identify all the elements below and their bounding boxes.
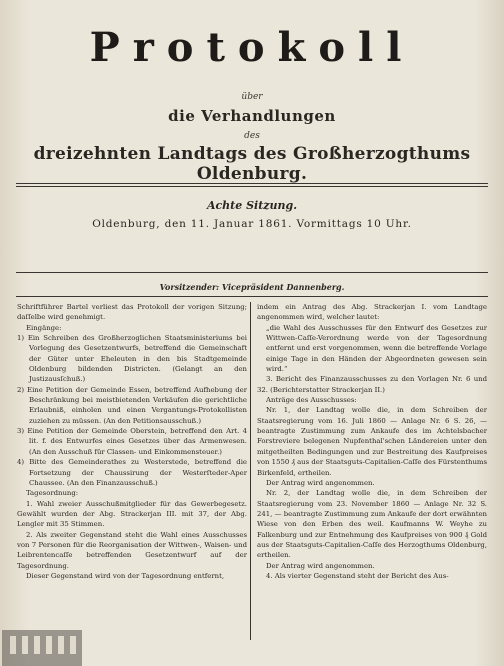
header-divider-top [16, 183, 488, 184]
library-stamp-image [2, 630, 82, 666]
paragraph-item-1: 1) Ein Schreiben des Großherzoglichen Staatsministeriums bei Vorlegung des Gesetzentwurfs, betreffend die Gemeinschaft der Güter unter Eheleuten in den bis Stadtgemeinde Oldenburg bildenden Districten. (Gelangt an den Justizausſchuß.) [17, 334, 247, 384]
protocol-title: Protokoll [89, 24, 415, 71]
paragraph-tagesordnung: Tagesordnung: [26, 489, 79, 498]
paragraph-agenda-1: 1. Wahl zweier Ausschußmitglieder für das Gewerbegesetz. Gewählt wurden der Abg. Strackerjan III. mit 37, der Abg. Lengler mit 35 Stimmen. [17, 499, 247, 529]
subtitle-des: des [244, 131, 260, 141]
subtitle-verhandlungen: die Verhandlungen [168, 107, 336, 125]
session-president: Vorsitzender: Vicepräsident Dannenberg. [159, 282, 345, 292]
session-heading: Achte Sitzung. [206, 199, 298, 212]
subtitle-ueber: über [241, 92, 263, 102]
paragraph-quote: „die Wahl des Ausschusses für den Entwurf des Gesetzes zur Wittwen-Caſſe-Verordnung werde von der Tagesordnung entfernt und erst vorgenommen, wenn die betreffende Vorlage einige Tage in den Händen der Abgeordneten gewesen sein wird.“ [266, 323, 487, 374]
president-divider-bottom [16, 296, 488, 297]
column-divider [250, 302, 251, 640]
paragraph-report-3: 3. Bericht des Finanzausschusses zu den Vorlagen Nr. 6 und 32. (Berichterstatter Strackerjan II.) [257, 375, 487, 394]
paragraph-item-2: 2) Eine Petition der Gemeinde Essen, betreffend Aufhebung der Beschränkung bei meistbietenden Verkäufen die gerichtliche Erlaubniß, einholen und einen Vergantungs-Protokollisten zuziehen zu müssen. (An den Petitionsausschuß.) [17, 385, 247, 425]
right-column [257, 302, 487, 647]
header-divider-bottom [16, 186, 488, 187]
paragraph-agenda-removed: Dieser Gegenstand wird von der Tagesordnung entfernt, [26, 571, 225, 580]
subtitle-landtag: dreizehnten Landtags des Großherzogthums Oldenburg. [33, 144, 471, 184]
paragraph-antraege: Anträge des Ausschusses: [266, 396, 357, 405]
paragraph-agenda-2: 2. Als zweiter Gegenstand steht die Wahl eines Ausschusses von 7 Personen für die Reorganisation der Wittwen-, Waisen- und Leibrentencaſſe betreffenden Gesetzentwurf auf der Tagesordnung. [17, 530, 247, 570]
paragraph-accepted-2: Der Antrag wird angenommen. [266, 561, 375, 570]
paragraph-item-3: 3) Eine Petition der Gemeinde Oberstein, betreffend den Art. 4 lit. f. des Entwurfes eines Gesetzes über das Armenwesen. (An den Ausschuß für Classen- und Einkommensteuer.) [17, 427, 247, 456]
paragraph-eingaenge: Eingänge: [26, 323, 62, 332]
paragraph-opening: Schriftführer Bartel verliest das Protokoll der vorigen Sitzung; daſſelbe wird genehmigt. [17, 303, 247, 322]
president-divider-top [16, 272, 488, 273]
left-column [17, 302, 247, 647]
paragraph-motion-2: Nr. 2, der Landtag wolle die, in dem Schreiben der Staatsregierung vom 23. November 1860 — Anlage Nr. 32 S. 241, — beantragte Zustimmung zum Ankaufe der dort erwähnten Wiese von den Erben des weil. Kaufmanns W. Weyhe zu Falkenburg und zur Entnehmung des Kaufpreises von 900 ₰ Gold aus der Staatsguts-Capitalien-Caſſe des Herzogthums Oldenburg, ertheilen. [257, 489, 487, 560]
paragraph-motion-1: Nr. 1, der Landtag wolle die, in dem Schreiben der Staatsregierung vom 16. Juli 1860 — Anlage Nr. 6 S. 26, — beantragte Zustimmung zum Ankaufe des im Achtelsbacher Forstreviere belegenen Nupfenthal'schen Ländereien unter den mitgetheilten Bedingungen und zur Bestreitung des Kaufpreises von 1550 ₰ aus der Staatsguts-Capitalien-Caſſe des Fürstenthums Birkenfeld, ertheilen. [257, 406, 487, 477]
paragraph-accepted-1: Der Antrag wird angenommen. [266, 478, 375, 487]
paragraph-item-4-start: 4. Als vierter Gegenstand steht der Bericht des Aus- [266, 571, 449, 580]
session-date: Oldenburg, den 11. Januar 1861. Vormittags 10 Uhr. [92, 218, 412, 230]
paragraph-continuation: indem ein Antrag des Abg. Strackerjan I. vom Landtage angenommen wird, welcher lautet: [257, 303, 487, 322]
paragraph-item-4: 4) Bitte des Gemeinderathes zu Westerstede, betreffend die Fortsetzung der Chaussirung der Westerſteder-Aper Chaussee. (An den Finanzausschuß.) [17, 458, 247, 487]
